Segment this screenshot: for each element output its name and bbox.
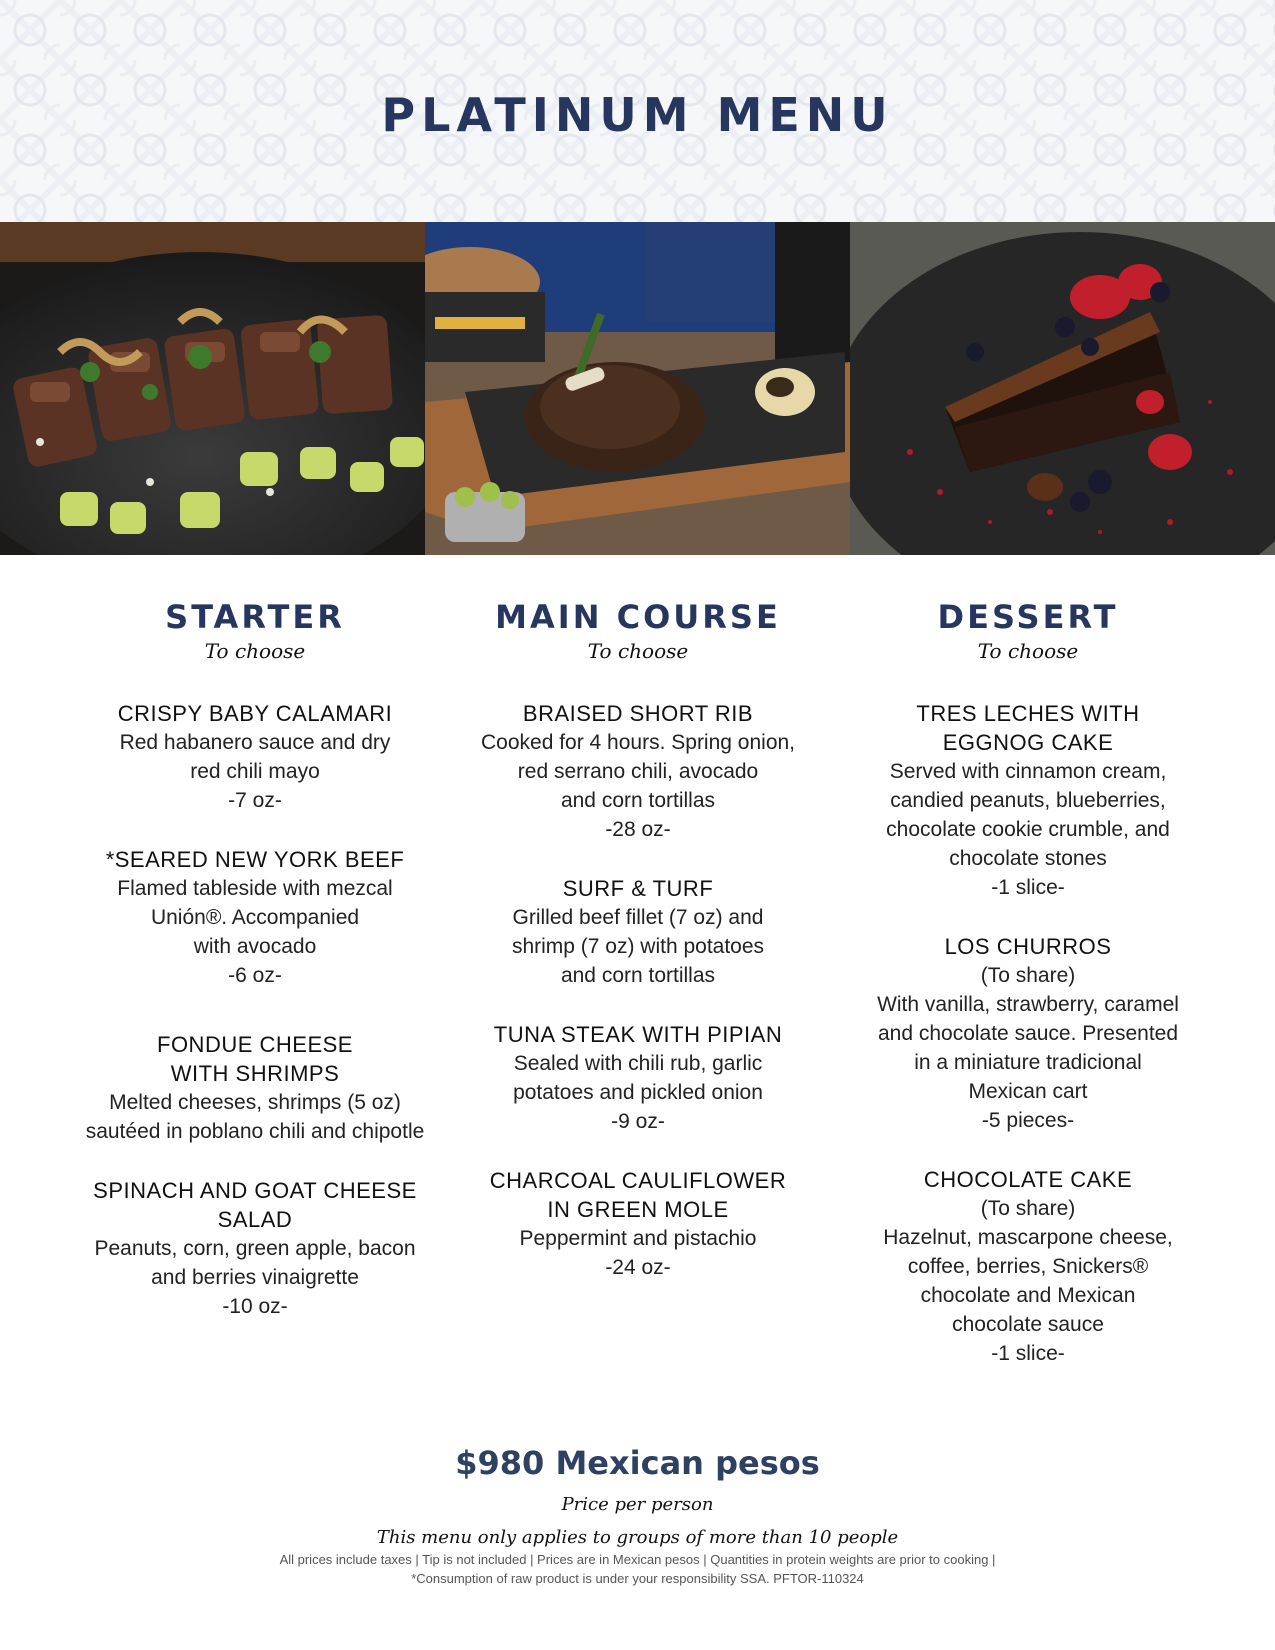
starter-title: STARTER [165, 598, 345, 636]
item-quantity: -9 oz- [611, 1110, 665, 1134]
menu-item [443, 699, 833, 844]
starter-subtitle: To choose [204, 639, 306, 664]
item-name: TUNA STEAK WITH PIPIAN [493, 1022, 783, 1048]
header-pattern [0, 0, 1275, 222]
dessert-title: DESSERT [937, 598, 1119, 636]
main-course-title: MAIN COURSE [495, 598, 781, 636]
item-quantity: -10 oz- [222, 1295, 288, 1319]
item-description: With vanilla, strawberry, caramel and chocolate sauce. Presented in a miniature tradicional Mexican cart [877, 993, 1179, 1104]
photo-strip [0, 222, 1275, 555]
menu-item [833, 932, 1223, 1135]
short-rib-photo [425, 222, 850, 555]
item-description: Flamed tableside with mezcal Unión®. Accompanied with avocado [117, 877, 393, 959]
item-name: TRES LECHES WITH EGGNOG CAKE [916, 701, 1140, 756]
menu-item [60, 699, 450, 815]
fine-print-line-1: All prices include taxes | Tip is not included | Prices are in Mexican pesos | Quantities in protein weights are prior to cooking | [279, 1552, 996, 1567]
item-quantity: -24 oz- [605, 1256, 671, 1280]
menu-item [443, 1020, 833, 1136]
item-name: SPINACH AND GOAT CHEESE SALAD [93, 1178, 417, 1233]
item-description: Peanuts, corn, green apple, bacon and berries vinaigrette [94, 1237, 416, 1290]
item-name: SURF & TURF [562, 876, 714, 902]
menu-item [833, 1165, 1223, 1368]
item-description: Hazelnut, mascarpone cheese, coffee, berries, Snickers® chocolate and Mexican chocolate sauce [883, 1226, 1173, 1337]
menu-item [443, 1166, 833, 1282]
item-description: Peppermint and pistachio [519, 1227, 757, 1251]
group-note: This menu only applies to groups of more than 10 people [376, 1527, 899, 1548]
item-quantity: -1 slice- [991, 1342, 1065, 1366]
item-description: Melted cheeses, shrimps (5 oz) sautéed in poblano chili and chipotle [85, 1091, 425, 1144]
page-title: PLATINUM MENU [381, 88, 894, 142]
chocolate-cake-photo [850, 222, 1275, 555]
price: $980 Mexican pesos [455, 1444, 820, 1482]
main-course-subtitle: To choose [587, 639, 689, 664]
item-quantity: -28 oz- [605, 818, 671, 842]
item-description: Cooked for 4 hours. Spring onion, red serrano chili, avocado and corn tortillas [480, 731, 796, 813]
item-name: LOS CHURROS [944, 934, 1112, 960]
item-name: FONDUE CHEESE WITH SHRIMPS [157, 1032, 353, 1087]
starter-section [60, 600, 450, 1351]
dessert-subtitle: To choose [977, 639, 1079, 664]
main-course-section [443, 600, 833, 1312]
price-subtitle: Price per person [561, 1494, 714, 1515]
item-name: BRAISED SHORT RIB [522, 701, 754, 727]
menu-item [833, 699, 1223, 902]
item-name: *SEARED NEW YORK BEEF [105, 847, 405, 873]
item-share-note: (To share) [980, 964, 1076, 988]
item-name: CHOCOLATE CAKE [923, 1167, 1133, 1193]
item-description: Served with cinnamon cream, candied peanuts, blueberries, chocolate cookie crumble, and chocolate stones [886, 760, 1170, 871]
item-name: CHARCOAL CAULIFLOWER IN GREEN MOLE [489, 1168, 787, 1223]
menu-item [443, 874, 833, 990]
fine-print-line-2: *Consumption of raw product is under your responsibility SSA. PFTOR-110324 [411, 1571, 864, 1586]
item-description: Grilled beef fillet (7 oz) and shrimp (7 oz) with potatoes and corn tortillas [511, 906, 765, 988]
item-quantity: -6 oz- [228, 964, 282, 988]
item-description: Red habanero sauce and dry red chili mayo [119, 731, 391, 784]
item-name: CRISPY BABY CALAMARI [117, 701, 393, 727]
item-quantity: -5 pieces- [981, 1109, 1075, 1133]
menu-item [60, 845, 450, 990]
item-quantity: -7 oz- [228, 789, 282, 813]
menu-item [60, 1176, 450, 1321]
item-description: Sealed with chili rub, garlic potatoes and pickled onion [513, 1052, 763, 1105]
steak-plate-photo [0, 222, 425, 555]
item-quantity: -1 slice- [991, 876, 1065, 900]
item-share-note: (To share) [980, 1197, 1076, 1221]
dessert-section [833, 600, 1223, 1398]
menu-item [60, 1030, 450, 1146]
